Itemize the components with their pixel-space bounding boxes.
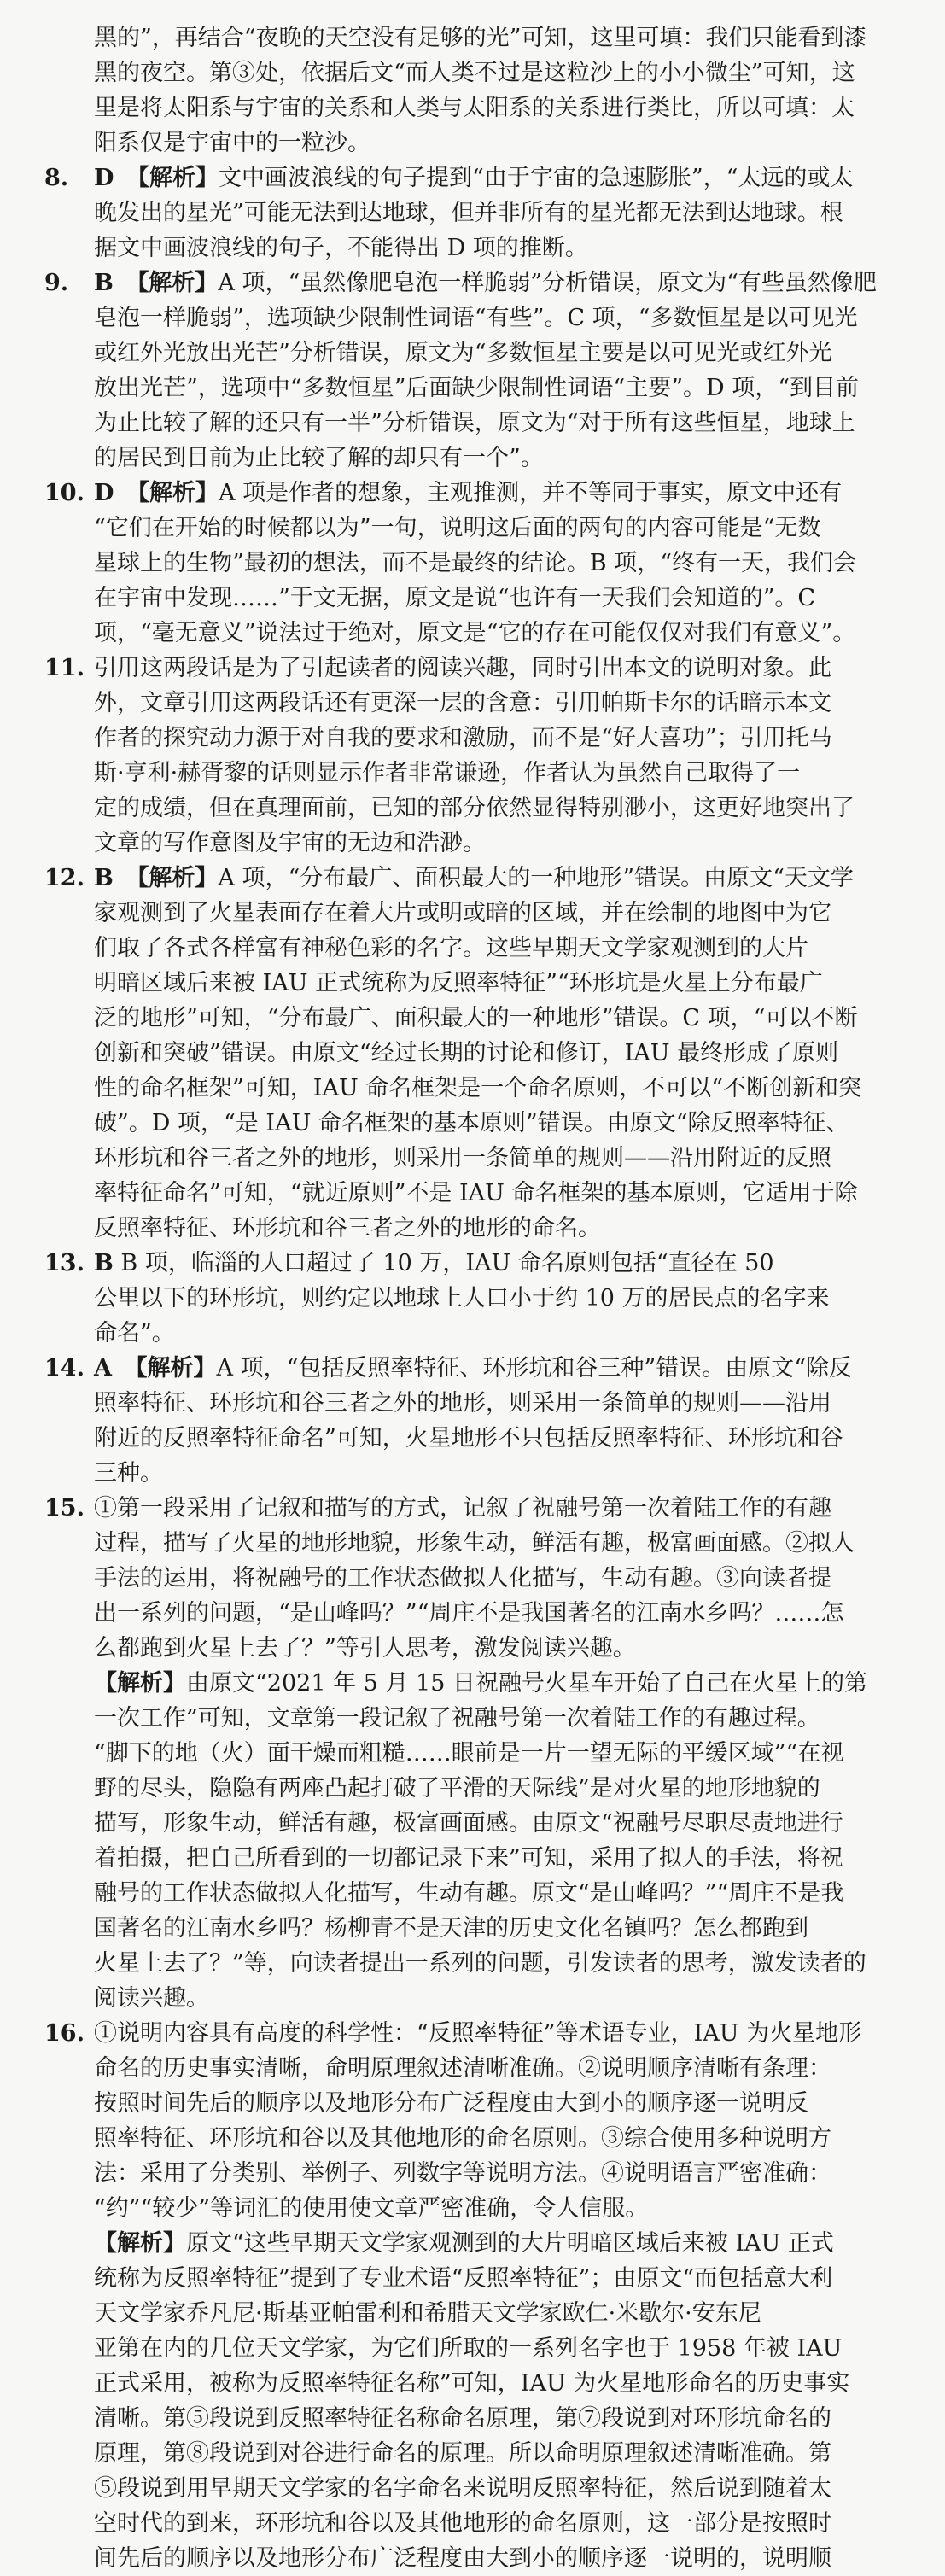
answer-item [44,1491,902,2016]
answer-item [44,861,902,1246]
text-line: 照率特征、环形坑和谷三者之外的地形，则采用一条简单的规则——沿用 [94,1390,831,1417]
text-line: 黑的”，再结合“夜晚的天空没有足够的光”可知，这里可填：我们只能看到漆 [94,25,867,51]
analysis-tag: 【解析】 [124,1355,217,1381]
text-line: 里是将太阳系与宇宙的关系和人类与太阳系的关系进行类比，所以可填：太 [94,95,855,121]
line-text: 原文“这些早期天文学家观测到的大片明暗区域后来被 IAU 正式 [186,2230,834,2257]
answer-item [44,2016,902,2576]
text-line: 创新和突破”错误。由原文“经过长期的讨论和修订，IAU 最终形成了原则 [94,1040,839,1066]
item-number: 14. [44,1355,85,1381]
text-line: 家观测到了火星表面存在着大片或明或暗的区域，并在绘制的地图中为它 [94,900,831,926]
answer-item [44,266,902,476]
analysis-line: 清晰。第⑤段说到反照率特征名称命名原理，第⑦段说到对环形坑命名的 [94,2405,831,2432]
text-line: 公里以下的环形坑，则约定以地球上人口小于约 10 万的居民点的名字来 [94,1285,830,1311]
item-number: 15. [44,1495,85,1522]
answer-item [44,1246,902,1351]
analysis-line: 描写，形象生动，鲜活有趣，极富画面感。由原文“祝融号尽职尽责地进行 [94,1810,843,1837]
text-line: 环形坑和谷三者之外的地形，则采用一条简单的规则——沿用附近的反照 [94,1145,831,1171]
text-line: 明暗区域后来被 IAU 正式统称为反照率特征”“环形坑是火星上分布最广 [94,970,823,996]
text-line: 反照率特征、环形坑和谷三者之外的地形的命名。 [94,1215,601,1241]
analysis-line: 阅读兴趣。 [94,1985,209,2012]
text-line: “约”“较少”等词汇的使用使文章严密准确，令人信服。 [94,2195,649,2222]
analysis-line: 着拍摄，把自己所看到的一切都记录下来”可知，采用了拟人的手法，将祝 [94,1845,843,1872]
item-number: 13. [44,1250,85,1276]
analysis-line: 亚第在内的几位天文学家，为它们所取的一系列名字也于 1958 年被 IAU [94,2335,843,2362]
line-text: B 项，临淄的人口超过了 10 万，IAU 命名原则包括“直径在 50 [120,1250,774,1276]
answer-choice: D [94,480,114,506]
analysis-line: 一次工作”可知，文章第一段记叙了祝融号第一次着陆工作的有趣过程。 [94,1705,820,1732]
text-line: 文章的写作意图及宇宙的无边和浩渺。 [94,830,486,856]
text-line [94,861,902,896]
answer-item [44,161,902,266]
text-line [94,1246,902,1281]
analysis-line: 原理，第⑧段说到对谷进行命名的原理。所以命明原理叙述清晰准确。第 [94,2440,831,2467]
text-line: 据文中画波浪线的句子，不能得出 D 项的推断。 [94,235,588,261]
text-line: 作者的探究动力源于对自我的要求和激励，而不是“好大喜功”；引用托马 [94,725,832,751]
text-line [94,161,902,196]
text-line: 手法的运用，将祝融号的工作状态做拟人化描写，生动有趣。③向读者提 [94,1565,831,1592]
text-line: 们取了各式各样富有神秘色彩的名字。这些早期天文学家观测到的大片 [94,935,808,961]
answer-item [44,476,902,651]
text-line [94,266,902,301]
answer-list [44,161,902,2576]
analysis-tag: 【解析】 [94,1670,186,1697]
text-line: 引用这两段话是为了引起读者的阅读兴趣，同时引出本文的说明对象。此 [94,655,831,681]
text-line: 命名的历史事实清晰，命明原理叙述清晰准确。②说明顺序清晰有条理： [94,2055,831,2082]
text-line: 放出光芒”，选项中“多数恒星”后面缺少限制性词语“主要”。D 项，“到目前 [94,375,860,401]
analysis-line: 空时代的到来，环形坑和谷以及其他地形的命名原则，这一部分是按照时 [94,2510,831,2537]
text-line: 附近的反照率特征命名”可知，火星地形不只包括反照率特征、环形坑和谷 [94,1425,843,1452]
analysis-tag: 【解析】 [94,2230,186,2257]
text-line: 外，文章引用这两段话还有更深一层的含意：引用帕斯卡尔的话暗示本文 [94,690,831,716]
analysis-line [94,1666,902,1701]
line-text: 文中画波浪线的句子提到“由于宇宙的急速膨胀”，“太远的或太 [219,165,854,191]
text-line: 阳系仅是宇宙中的一粒沙。 [94,130,370,156]
answer-item [44,1351,902,1491]
text-line: “它们在开始的时候都以为”一句，说明这后面的两句的内容可能是“无数 [94,515,821,541]
text-line: 命名”。 [94,1320,175,1346]
analysis-line: 统称为反照率特征”提到了专业术语“反照率特征”；由原文“而包括意大利 [94,2265,833,2292]
text-line: 斯·亨利·赫胥黎的话则显示作者非常谦逊，作者认为虽然自己取得了一 [94,760,801,786]
item-number: 8. [44,165,69,191]
line-text: A 项，“包括反照率特征、环形坑和谷三种”错误。由原文“除反 [216,1355,853,1381]
analysis-line: 正式采用，被称为反照率特征名称”可知，IAU 为火星地形命名的历史事实 [94,2370,850,2397]
answer-item [44,651,902,861]
text-line: 法：采用了分类别、举例子、列数字等说明方法。④说明语言严密准确： [94,2160,831,2187]
analysis-line: “脚下的地（火）面干燥而粗糙……眼前是一片一望无际的平缓区域”“在视 [94,1740,844,1767]
text-line: ①说明内容具有高度的科学性：“反照率特征”等术语专业，IAU 为火星地形 [94,2020,862,2047]
analysis-tag: 【解析】 [125,865,219,891]
item-number: 9. [44,270,69,296]
text-line: 的居民到目前为止比较了解的却只有一个”。 [94,445,544,471]
analysis-tag: 【解析】 [126,165,219,191]
text-line: 率特征命名”可知，“就近原则”不是 IAU 命名框架的基本原则，它适用于除 [94,1180,858,1206]
text-line: 为止比较了解的还只有一半”分析错误，原文为“对于所有这些恒星，地球上 [94,410,855,436]
text-line: 晚发出的星光”可能无法到达地球，但并非所有的星光都无法到达地球。根 [94,200,843,226]
text-line: 定的成绩，但在真理面前，已知的部分依然显得特别渺小，这更好地突出了 [94,795,855,821]
text-line: 项，“毫无意义”说法过于绝对，原文是“它的存在可能仅仅对我们有意义”。 [94,620,856,646]
text-line [94,1351,902,1386]
analysis-line: ⑤段说到用早期天文学家的名字命名来说明反照率特征，然后说到随着太 [94,2475,831,2502]
analysis-line: 间先后的顺序以及地形分布广泛程度由大到小的顺序逐一说明的，说明顺 [94,2545,831,2572]
line-text: A 项，“虽然像肥皂泡一样脆弱”分析错误，原文为“有些虽然像肥 [218,270,877,296]
analysis-line: 天文学家乔凡尼·斯基亚帕雷利和希腊天文学家欧仁·米歇尔·安东尼 [94,2300,761,2327]
line-text: A 项，“分布最广、面积最大的一种地形”错误。由原文“天文学 [218,865,854,891]
analysis-line: 融号的工作状态做拟人化描写，生动有趣。原文“是山峰吗？”“周庄不是我 [94,1880,844,1907]
text-line: 三种。 [94,1460,163,1487]
analysis-line [94,2226,902,2261]
text-line: 出一系列的问题，“是山峰吗？”“周庄不是我国著名的江南水乡吗？……怎 [94,1600,844,1627]
analysis-line: 国著名的江南水乡吗？杨柳青不是天津的历史文化名镇吗？怎么都跑到 [94,1915,808,1942]
answer-choice: B [94,270,114,296]
text-line: 黑的夜空。第③处，依据后文“而人类不过是这粒沙上的小小微尘”可知，这 [94,60,855,86]
text-line: 在宇宙中发现……”于文无据，原文是说“也许有一天我们会知道的”。C [94,585,816,611]
text-line: 或红外光放出光芒”分析错误，原文为“多数恒星主要是以可见光或红外光 [94,340,832,366]
text-line: 破”。D 项，“是 IAU 命名框架的基本原则”错误。由原文“除反照率特征、 [94,1110,849,1136]
item-number: 16. [44,2020,85,2047]
analysis-tag: 【解析】 [126,480,219,506]
text-line: 泛的地形”可知，“分布最广、面积最大的一种地形”错误。C 项，“可以不断 [94,1005,858,1031]
item-number: 10. [44,480,85,506]
text-line: 星球上的生物”最初的想法，而不是最终的结论。B 项，“终有一天，我们会 [94,550,857,576]
analysis-tag: 【解析】 [125,270,219,296]
item-number: 12. [44,865,85,891]
answer-choice: B [94,1250,114,1276]
text-line: 性的命名框架”可知，IAU 命名框架是一个命名原则，不可以“不断创新和突 [94,1075,862,1101]
text-line: 皂泡一样脆弱”，选项缺少限制性词语“有些”。C 项，“多数恒星是以可见光 [94,305,858,331]
answer-choice: A [94,1355,112,1381]
line-text: A 项是作者的想象，主观推测，并不等同于事实，原文中还有 [219,480,843,506]
answer-choice: D [94,165,114,191]
text-line: ①第一段采用了记叙和描写的方式，记叙了祝融号第一次着陆工作的有趣 [94,1495,831,1522]
text-line: 照率特征、环形坑和谷以及其他地形的命名原则。③综合使用多种说明方 [94,2125,831,2152]
text-line: 么都跑到火星上去了？”等引人思考，激发阅读兴趣。 [94,1635,636,1662]
analysis-line: 火星上去了？”等，向读者提出一系列的问题，引发读者的思考，激发读者的 [94,1950,866,1977]
text-line: 按照时间先后的顺序以及地形分布广泛程度由大到小的顺序逐一说明反 [94,2090,808,2117]
analysis-line: 野的尽头，隐隐有两座凸起打破了平滑的天际线”是对火星的地形地貌的 [94,1775,820,1802]
text-line [94,476,902,511]
item-number: 11. [44,655,85,681]
answer-choice: B [94,865,114,891]
line-text: 由原文“2021 年 5 月 15 日祝融号火星车开始了自己在火星上的第 [186,1670,867,1697]
intro-paragraph [94,20,902,161]
text-line: 过程，描写了火星的地形地貌，形象生动，鲜活有趣，极富画面感。②拟人 [94,1530,855,1557]
